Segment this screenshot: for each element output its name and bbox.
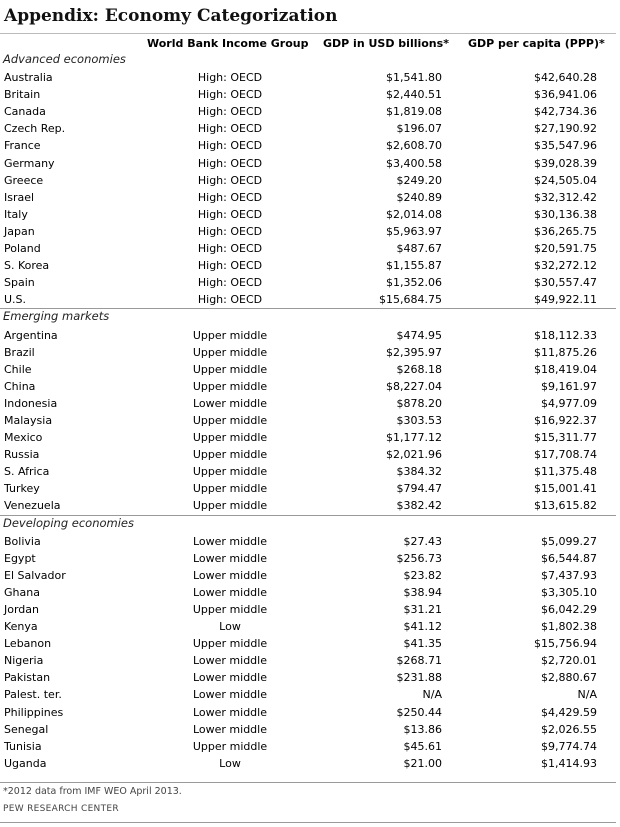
country-cell: Poland — [4, 242, 41, 256]
country-cell: Egypt — [4, 551, 36, 565]
income-group-cell: High: OECD — [197, 71, 263, 85]
table-row — [0, 223, 616, 240]
income-group-cell: High: OECD — [197, 242, 263, 256]
page-title: Appendix: Economy Categorization — [4, 6, 338, 26]
income-group-cell: Low — [219, 620, 241, 634]
table-row — [0, 635, 616, 652]
table-row — [0, 601, 616, 618]
gdp-cell: $31.21 — [403, 603, 442, 616]
table-row — [0, 463, 616, 480]
gdp-per-capita-cell: $11,375.48 — [534, 465, 597, 479]
group-heading: Emerging markets — [3, 309, 110, 324]
table-row — [0, 155, 616, 172]
income-group-cell: Upper middle — [192, 739, 268, 753]
income-group-cell: High: OECD — [197, 173, 263, 187]
income-group-cell: Lower middle — [192, 534, 267, 548]
table-row — [0, 103, 616, 120]
country-cell: Senegal — [4, 722, 49, 736]
gdp-cell: N/A — [422, 688, 442, 702]
table-row — [0, 274, 616, 291]
income-group-cell: Upper middle — [192, 482, 268, 496]
gdp-per-capita-cell: $17,708.74 — [534, 448, 597, 462]
table-row — [0, 497, 616, 514]
country-cell: S. Africa — [4, 465, 50, 479]
gdp-cell: $1,155.87 — [386, 259, 442, 273]
country-cell: Japan — [4, 224, 35, 238]
gdp-cell: $196.07 — [396, 122, 442, 136]
country-cell: Malaysia — [4, 413, 53, 427]
gdp-cell: $1,177.12 — [386, 431, 442, 445]
gdp-per-capita-cell: $20,591.75 — [534, 242, 597, 256]
income-group-cell: Upper middle — [192, 413, 268, 427]
table-row — [0, 361, 616, 378]
gdp-per-capita-cell: $15,756.94 — [534, 637, 597, 651]
income-group-cell: Lower middle — [192, 688, 267, 702]
gdp-per-capita-cell: $3,305.10 — [541, 585, 597, 599]
country-cell: Pakistan — [4, 671, 51, 685]
bottom-divider — [0, 822, 616, 823]
table-row — [0, 69, 616, 86]
gdp-cell: $23.82 — [403, 568, 442, 582]
income-group-cell: High: OECD — [197, 259, 263, 273]
gdp-per-capita-cell: $13,615.82 — [534, 499, 597, 513]
table-row — [0, 86, 616, 103]
table-row — [0, 550, 616, 567]
gdp-per-capita-cell: $30,557.47 — [534, 276, 597, 290]
country-cell: Jordan — [4, 603, 39, 616]
country-cell: Chile — [4, 362, 32, 376]
income-group-cell: Upper middle — [192, 362, 268, 376]
country-cell: Russia — [4, 448, 40, 462]
country-cell: Lebanon — [4, 637, 52, 651]
income-group-cell: Lower middle — [192, 654, 267, 668]
table-row — [0, 584, 616, 601]
income-group-cell: High: OECD — [197, 156, 263, 170]
country-cell: France — [4, 139, 41, 153]
income-group-cell: Upper middle — [192, 379, 268, 393]
column-header-income-group: World Bank Income Group — [147, 37, 309, 50]
country-cell: Uganda — [4, 756, 47, 770]
gdp-cell: $382.42 — [396, 499, 442, 513]
country-cell: Italy — [4, 207, 28, 221]
gdp-cell: $2,014.08 — [386, 207, 442, 221]
gdp-per-capita-cell: $1,802.38 — [541, 620, 597, 634]
gdp-per-capita-cell: $16,922.37 — [534, 413, 597, 427]
country-cell: Brazil — [4, 345, 35, 359]
column-header-gdp-per-capita: GDP per capita (PPP)* — [468, 37, 605, 50]
gdp-per-capita-cell: $6,544.87 — [541, 551, 597, 565]
income-group-cell: Lower middle — [192, 671, 267, 685]
table-row — [0, 755, 616, 772]
income-group-cell: High: OECD — [197, 224, 263, 238]
gdp-cell: $27.43 — [403, 534, 442, 548]
income-group-cell: High: OECD — [197, 139, 263, 153]
gdp-cell: $231.88 — [396, 671, 442, 685]
income-group-cell: Lower middle — [192, 396, 267, 410]
source-credit: PEW RESEARCH CENTER — [3, 804, 119, 814]
table-row — [0, 480, 616, 497]
gdp-cell: $2,021.96 — [386, 448, 442, 462]
gdp-per-capita-cell: $4,429.59 — [541, 705, 597, 719]
gdp-cell: $5,963.97 — [386, 224, 442, 238]
gdp-per-capita-cell: $24,505.04 — [534, 173, 597, 187]
gdp-cell: $303.53 — [396, 413, 442, 427]
income-group-cell: Upper middle — [192, 345, 268, 359]
income-group-cell: High: OECD — [197, 293, 263, 307]
footer-divider — [0, 782, 616, 783]
country-cell: Argentina — [4, 328, 58, 342]
gdp-cell: $38.94 — [403, 585, 442, 599]
income-group-cell: Low — [219, 756, 241, 770]
country-cell: Mexico — [4, 431, 43, 445]
income-group-cell: Upper middle — [192, 499, 268, 513]
gdp-cell: $250.44 — [396, 705, 442, 719]
gdp-cell: $15,684.75 — [379, 293, 442, 307]
table-row — [0, 395, 616, 412]
gdp-per-capita-cell: $7,437.93 — [541, 568, 597, 582]
income-group-cell: High: OECD — [197, 88, 263, 102]
gdp-cell: $2,395.97 — [386, 345, 442, 359]
country-cell: Palest. ter. — [4, 688, 62, 702]
table-row — [0, 327, 616, 344]
footnote: *2012 data from IMF WEO April 2013. — [3, 786, 182, 797]
gdp-per-capita-cell: $5,099.27 — [541, 534, 597, 548]
gdp-per-capita-cell: $2,880.67 — [541, 671, 597, 685]
gdp-cell: $474.95 — [396, 328, 442, 342]
table-row — [0, 257, 616, 274]
group-heading: Advanced economies — [3, 52, 126, 66]
gdp-cell: $45.61 — [403, 739, 442, 753]
gdp-per-capita-cell: $27,190.92 — [534, 122, 597, 136]
income-group-cell: Upper middle — [192, 328, 268, 342]
group-heading: Developing economies — [3, 515, 135, 530]
gdp-cell: $794.47 — [396, 482, 442, 496]
table-row — [0, 533, 616, 550]
gdp-per-capita-cell: $42,640.28 — [534, 71, 597, 85]
income-group-cell: Upper middle — [192, 448, 268, 462]
gdp-per-capita-cell: $18,112.33 — [534, 328, 597, 342]
gdp-per-capita-cell: $15,001.41 — [534, 482, 597, 496]
economy-table — [0, 52, 616, 772]
country-cell: Germany — [4, 156, 55, 170]
country-cell: Tunisia — [4, 739, 42, 753]
gdp-per-capita-cell: $2,720.01 — [541, 654, 597, 668]
table-row — [0, 704, 616, 721]
income-group-cell: Lower middle — [192, 705, 267, 719]
gdp-per-capita-cell: $32,312.42 — [534, 190, 597, 204]
gdp-per-capita-cell: $6,042.29 — [541, 603, 597, 616]
gdp-per-capita-cell: $49,922.11 — [534, 293, 597, 307]
country-cell: Australia — [4, 71, 53, 85]
country-cell: Canada — [4, 105, 46, 119]
gdp-cell: $384.32 — [396, 465, 442, 479]
gdp-per-capita-cell: $35,547.96 — [534, 139, 597, 153]
gdp-cell: $3,400.58 — [386, 156, 442, 170]
country-cell: Spain — [4, 276, 35, 290]
income-group-cell: High: OECD — [197, 105, 263, 119]
gdp-cell: $2,608.70 — [386, 139, 442, 153]
gdp-cell: $41.12 — [403, 620, 442, 634]
gdp-cell: $1,819.08 — [386, 105, 442, 119]
country-cell: Ghana — [4, 585, 40, 599]
table-row — [0, 291, 616, 308]
country-cell: Indonesia — [4, 396, 58, 410]
gdp-cell: $249.20 — [396, 173, 442, 187]
country-cell: Philippines — [4, 705, 64, 719]
gdp-per-capita-cell: $1,414.93 — [541, 756, 597, 770]
column-header-gdp: GDP in USD billions* — [323, 37, 449, 50]
title-divider — [0, 33, 616, 34]
country-cell: Turkey — [4, 482, 40, 496]
country-cell: Bolivia — [4, 534, 41, 548]
table-row — [0, 429, 616, 446]
gdp-cell: $240.89 — [396, 190, 442, 204]
gdp-cell: $41.35 — [403, 637, 442, 651]
gdp-cell: $21.00 — [403, 756, 442, 770]
gdp-per-capita-cell: $39,028.39 — [534, 156, 597, 170]
table-row — [0, 240, 616, 257]
country-cell: Kenya — [4, 620, 38, 634]
table-row — [0, 344, 616, 361]
table-row — [0, 120, 616, 137]
gdp-per-capita-cell: $32,272.12 — [534, 259, 597, 273]
country-cell: Czech Rep. — [4, 122, 66, 136]
income-group-cell: Lower middle — [192, 585, 267, 599]
country-cell: Israel — [4, 190, 35, 204]
gdp-per-capita-cell: $15,311.77 — [534, 431, 597, 445]
table-row — [0, 618, 616, 635]
gdp-cell: $1,352.06 — [386, 276, 442, 290]
table-row — [0, 412, 616, 429]
gdp-per-capita-cell: $9,774.74 — [541, 739, 597, 753]
gdp-per-capita-cell: $2,026.55 — [541, 722, 597, 736]
table-row — [0, 137, 616, 154]
income-group-cell: High: OECD — [197, 276, 263, 290]
income-group-cell: Upper middle — [192, 465, 268, 479]
table-row — [0, 446, 616, 463]
table-row — [0, 686, 616, 703]
table-row — [0, 567, 616, 584]
country-cell: China — [4, 379, 36, 393]
gdp-cell: $878.20 — [396, 396, 442, 410]
income-group-cell: Upper middle — [192, 431, 268, 445]
gdp-per-capita-cell: N/A — [577, 688, 597, 702]
table-row — [0, 721, 616, 738]
country-cell: U.S. — [4, 293, 27, 307]
income-group-cell: Lower middle — [192, 551, 267, 565]
gdp-per-capita-cell: $36,941.06 — [534, 88, 597, 102]
income-group-cell: Lower middle — [192, 568, 267, 582]
country-cell: Greece — [4, 173, 44, 187]
table-row — [0, 669, 616, 686]
gdp-per-capita-cell: $11,875.26 — [534, 345, 597, 359]
gdp-per-capita-cell: $30,136.38 — [534, 207, 597, 221]
income-group-cell: Upper middle — [192, 637, 268, 651]
table-row — [0, 652, 616, 669]
income-group-cell: High: OECD — [197, 122, 263, 136]
gdp-cell: $13.86 — [403, 722, 442, 736]
country-cell: Britain — [4, 88, 41, 102]
gdp-cell: $8,227.04 — [386, 379, 442, 393]
income-group-cell: High: OECD — [197, 207, 263, 221]
gdp-per-capita-cell: $18,419.04 — [534, 362, 597, 376]
table-row — [0, 206, 616, 223]
table-row — [0, 378, 616, 395]
country-cell: Nigeria — [4, 654, 44, 668]
income-group-cell: Upper middle — [192, 603, 268, 616]
country-cell: S. Korea — [4, 259, 50, 273]
income-group-cell: High: OECD — [197, 190, 263, 204]
gdp-cell: $487.67 — [396, 242, 442, 256]
country-cell: Venezuela — [4, 499, 61, 513]
gdp-per-capita-cell: $36,265.75 — [534, 224, 597, 238]
income-group-cell: Lower middle — [192, 722, 267, 736]
gdp-cell: $256.73 — [396, 551, 442, 565]
gdp-cell: $268.71 — [396, 654, 442, 668]
table-row — [0, 189, 616, 206]
gdp-cell: $268.18 — [396, 362, 442, 376]
table-row — [0, 172, 616, 189]
gdp-cell: $2,440.51 — [386, 88, 442, 102]
gdp-cell: $1,541.80 — [386, 71, 442, 85]
table-row — [0, 738, 616, 755]
country-cell: El Salvador — [4, 568, 66, 582]
gdp-per-capita-cell: $4,977.09 — [541, 396, 597, 410]
gdp-per-capita-cell: $42,734.36 — [534, 105, 597, 119]
gdp-per-capita-cell: $9,161.97 — [541, 379, 597, 393]
